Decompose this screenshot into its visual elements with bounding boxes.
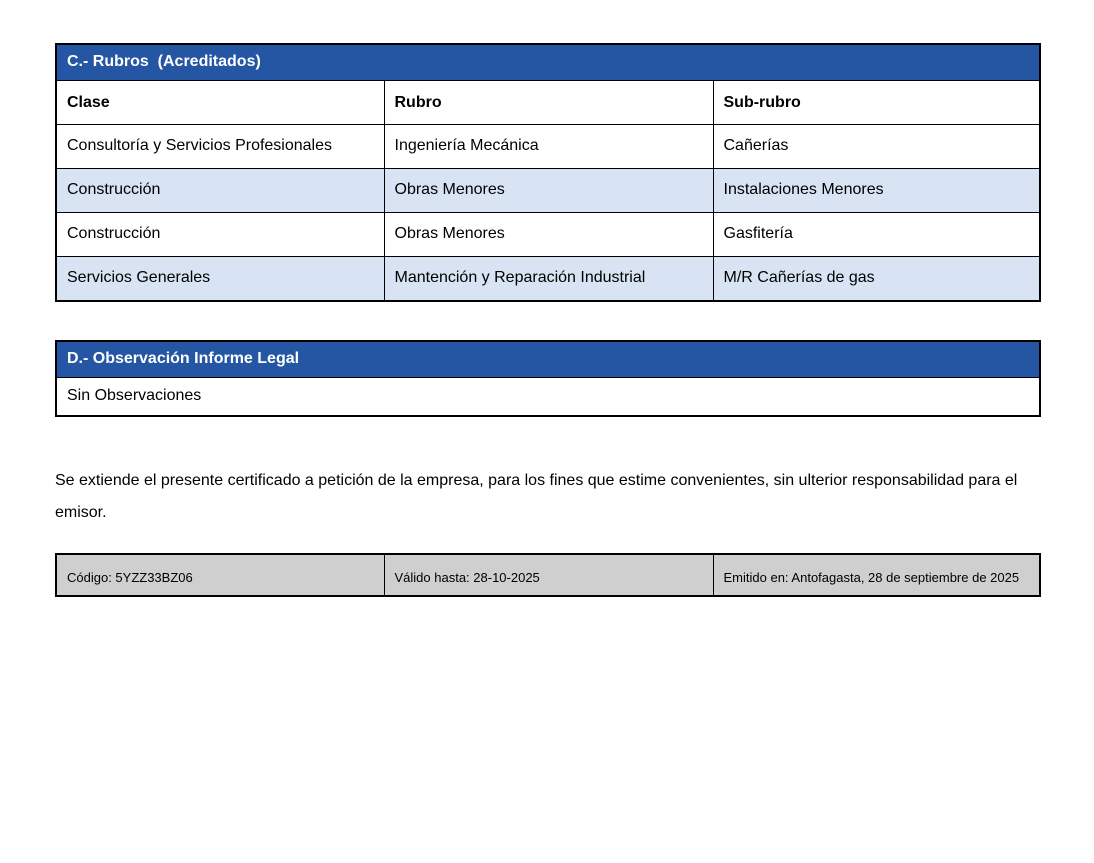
footer-row [56, 554, 1040, 596]
cell-rubro: Obras Menores [384, 213, 713, 257]
cell-rubro: Ingeniería Mecánica [384, 125, 713, 169]
cell-sub-rubro: Cañerías [713, 125, 1040, 169]
closing-paragraph: Se extiende el presente certificado a petición de la empresa, para los fines que estime convenientes, sin ulterior responsabilidad para el emisor. [55, 472, 1018, 521]
cell-rubro: Obras Menores [384, 169, 713, 213]
rubros-column-header-row [56, 81, 1040, 125]
observacion-content: Sin Observaciones [56, 378, 1040, 417]
rubros-table [55, 43, 1041, 302]
cell-clase: Consultoría y Servicios Profesionales [56, 125, 384, 169]
observacion-section-header-row [56, 341, 1040, 378]
table-row [56, 213, 1040, 257]
cell-clase: Construcción [56, 213, 384, 257]
table-row [56, 257, 1040, 302]
footer-valido-hasta: Válido hasta: 28-10-2025 [384, 554, 713, 596]
cell-sub-rubro: Gasfitería [713, 213, 1040, 257]
cell-clase: Servicios Generales [56, 257, 384, 302]
column-header-clase: Clase [56, 81, 384, 125]
observacion-table [55, 340, 1041, 417]
certificate-document [0, 43, 1094, 863]
observacion-content-row [56, 378, 1040, 417]
table-row [56, 169, 1040, 213]
rubros-section-title: C.- Rubros (Acreditados) [56, 44, 1040, 81]
observacion-section-title: D.- Observación Informe Legal [56, 341, 1040, 378]
cell-sub-rubro: M/R Cañerías de gas [713, 257, 1040, 302]
footer-table [55, 553, 1041, 597]
table-row [56, 125, 1040, 169]
column-header-rubro: Rubro [384, 81, 713, 125]
cell-sub-rubro: Instalaciones Menores [713, 169, 1040, 213]
cell-clase: Construcción [56, 169, 384, 213]
footer-emitido-en: Emitido en: Antofagasta, 28 de septiembre de 2025 [713, 554, 1040, 596]
column-header-sub-rubro: Sub-rubro [713, 81, 1040, 125]
rubros-section-header-row [56, 44, 1040, 81]
footer-codigo: Código: 5YZZ33BZ06 [56, 554, 384, 596]
cell-rubro: Mantención y Reparación Industrial [384, 257, 713, 302]
